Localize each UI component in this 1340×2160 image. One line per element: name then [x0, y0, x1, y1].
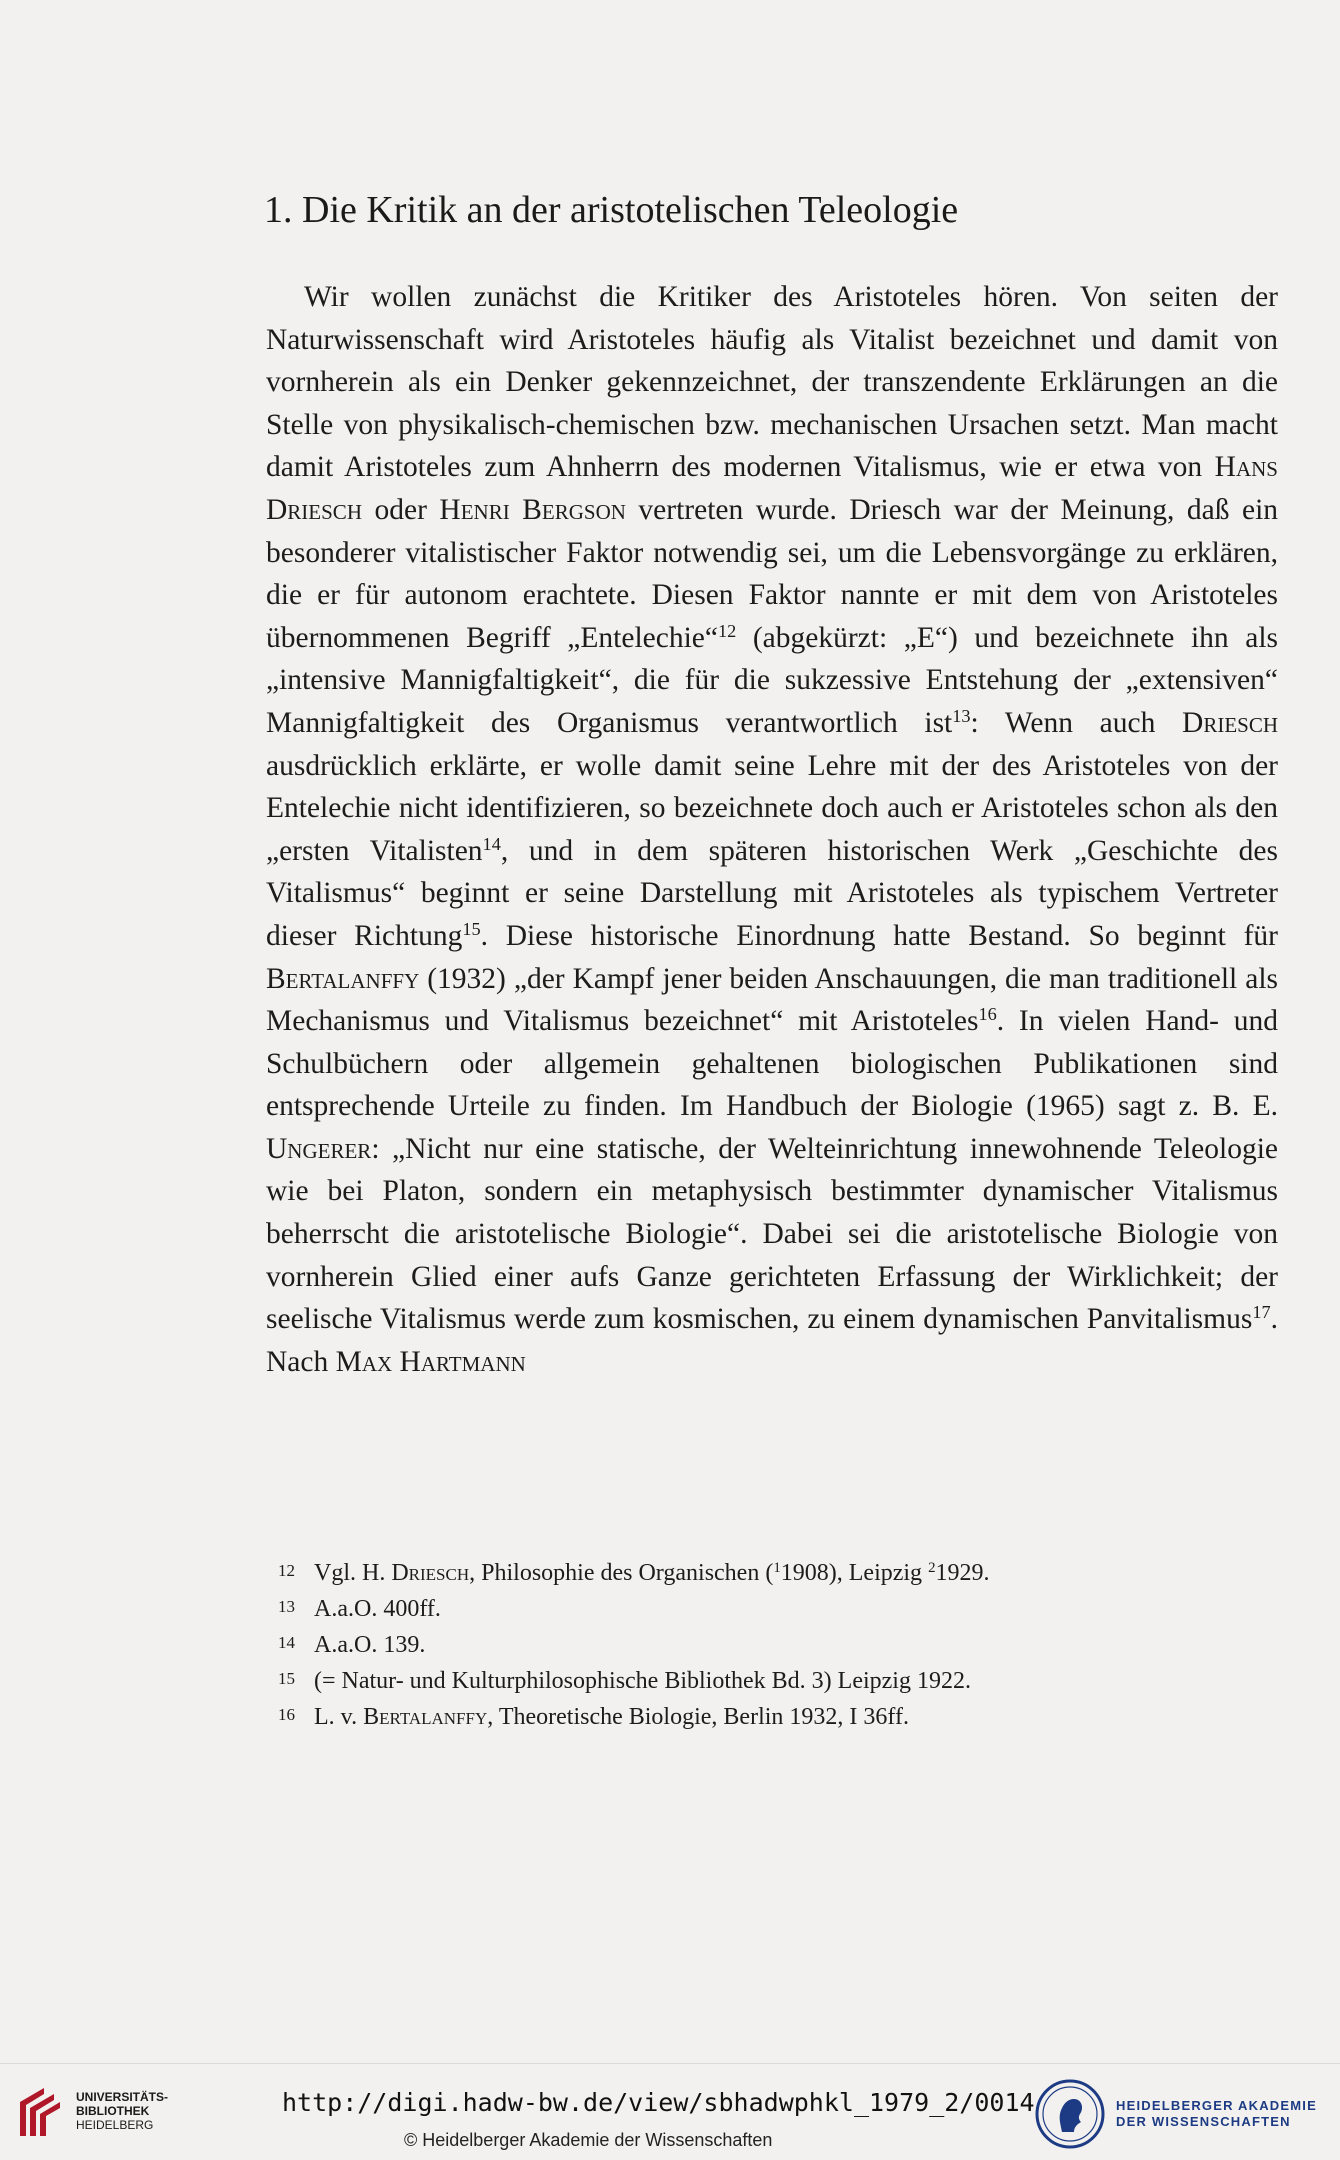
footnote: [278, 1626, 1228, 1662]
academy-seal-icon[interactable]: [1034, 2078, 1106, 2150]
paragraph: Wir wollen zunächst die Kritiker des Aristoteles hören. Von seiten der Naturwissenschaft wird Aristoteles häufig als Vitalist bezeichnet und damit von vornherein als ein Denker gekennzeichnet, der transzendente Erklärungen an die Stelle von physikalisch-chemischen bzw. mechanischen Ursachen setzt. Man macht damit Aristoteles zum Ahnherrn des modernen Vitalismus, wie er etwa von Hans Driesch oder Henri Bergson vertreten wurde. Driesch war der Meinung, daß ein besonderer vitalistischer Faktor notwendig sei, um die Lebensvorgänge zu erklären, die er für autonom erachtete. Diesen Faktor nannte er mit dem von Aristoteles übernommenen Begriff „Entelechie“$^{12}$ (abgekürzt: „E“) und bezeichnete ihn als „intensive Mannigfaltigkeit“, die für die sukzessive Entstehung der „extensiven“ Mannigfaltigkeit des Organismus verantwortlich ist$^{13}$: Wenn auch Driesch ausdrücklich erklärte, er wolle damit seine Lehre mit der des Aristoteles von der Entelechie nicht identifizieren, so bezeichnete doch auch er Aristoteles schon als den „ersten Vitalisten$^{14}$, und in dem späteren historischen Werk „Geschichte des Vitalismus“ beginnt er seine Darstellung mit Aristoteles als typischem Vertreter dieser Richtung$^{15}$. Diese historische Einordnung hatte Bestand. So beginnt für Bertalanffy (1932) „der Kampf jener beiden Anschauungen, die man traditionell als Mechanismus und Vitalismus bezeichnet“ mit Aristoteles$^{16}$. In vielen Hand- und Schulbüchern oder allgemein gehaltenen biologischen Publikationen sind entsprechende Urteile zu finden. Im Handbuch der Biologie (1965) sagt z. B. E. Ungerer: „Nicht nur eine statische, der Welteinrichtung innewohnende Teleologie wie bei Platon, sondern ein metaphysisch bestimmter dynamischer Vitalismus beherrscht die aristotelische Biologie“. Dabei sei die aristotelische Biologie von vornherein Glied einer aufs Ganze gerichteten Erfassung der Wirklichkeit; der seelische Vitalismus werde zum kosmischen, zu einem dynamischen Panvitalismus$^{17}$. Nach Max Hartmann: [266, 281, 1279, 1378]
section-title: 1. Die Kritik an der aristotelischen Teleologie: [264, 189, 959, 231]
library-line-2: BIBLIOTHEK: [76, 2104, 150, 2118]
author-name: Driesch: [1182, 706, 1278, 739]
footnote: [278, 1554, 1228, 1590]
footnote-reference: 16: [978, 1004, 997, 1025]
footnote-number: 14: [278, 1633, 295, 1652]
author-name: Henri Bergson: [439, 493, 626, 526]
footnote-text: L. v. Bertalanffy, Theoretische Biologie, Berlin 1932, I 36ff.: [314, 1704, 909, 1730]
author-name: Driesch: [391, 1560, 470, 1586]
footnote-reference: 12: [717, 620, 737, 641]
footnote-number: 12: [278, 1561, 295, 1580]
footnote-text: A.a.O. 139.: [314, 1632, 426, 1658]
academy-name: [1116, 2098, 1317, 2130]
footnote-reference: 17: [1252, 1302, 1271, 1323]
footnote-text: (= Natur- und Kulturphilosophische Bibliothek Bd. 3) Leipzig 1922.: [314, 1668, 971, 1694]
author-name: Hans Driesch: [266, 451, 1278, 526]
footnote: [278, 1590, 1228, 1626]
footnote: [278, 1698, 1228, 1734]
footnotes: [278, 1554, 1228, 1734]
footnote-number: 16: [278, 1705, 295, 1724]
academy-line-1: HEIDELBERGER AKADEMIE: [1116, 2098, 1317, 2113]
library-line-3: HEIDELBERG: [76, 2118, 154, 2132]
footnote-reference: 13: [952, 705, 971, 726]
footnote-reference: 1: [773, 1559, 781, 1576]
footnote-number: 15: [278, 1669, 295, 1688]
author-name: Ungerer: [266, 1132, 372, 1165]
permalink-url[interactable]: http://digi.hadw-bw.de/view/sbhadwphkl_1979_2/0014: [282, 2088, 1035, 2117]
footnote-reference: 2: [928, 1559, 936, 1576]
library-line-1: UNIVERSITÄTS-: [76, 2090, 169, 2104]
university-library-logo-icon[interactable]: [14, 2084, 66, 2142]
academy-line-2: DER WISSENSCHAFTEN: [1116, 2114, 1291, 2129]
footnote-text: A.a.O. 400ff.: [314, 1596, 441, 1622]
footnote-reference: 14: [482, 833, 501, 854]
author-name: Bertalanffy: [363, 1704, 488, 1730]
body-text: [266, 276, 1278, 1383]
footnote-number: 13: [278, 1597, 295, 1616]
footnote: [278, 1662, 1228, 1698]
viewer-footer: [0, 2063, 1340, 2160]
author-name: Max Hartmann: [335, 1345, 526, 1378]
footnote-reference: 15: [462, 918, 481, 939]
footnote-text: Vgl. H. Driesch, Philosophie des Organischen ($^1$1908), Leipzig $^2$1929.: [314, 1559, 990, 1586]
author-name: Bertalanffy: [266, 962, 420, 995]
university-library-name: [76, 2090, 168, 2132]
copyright-notice: © Heidelberger Akademie der Wissenschaften: [404, 2130, 773, 2150]
